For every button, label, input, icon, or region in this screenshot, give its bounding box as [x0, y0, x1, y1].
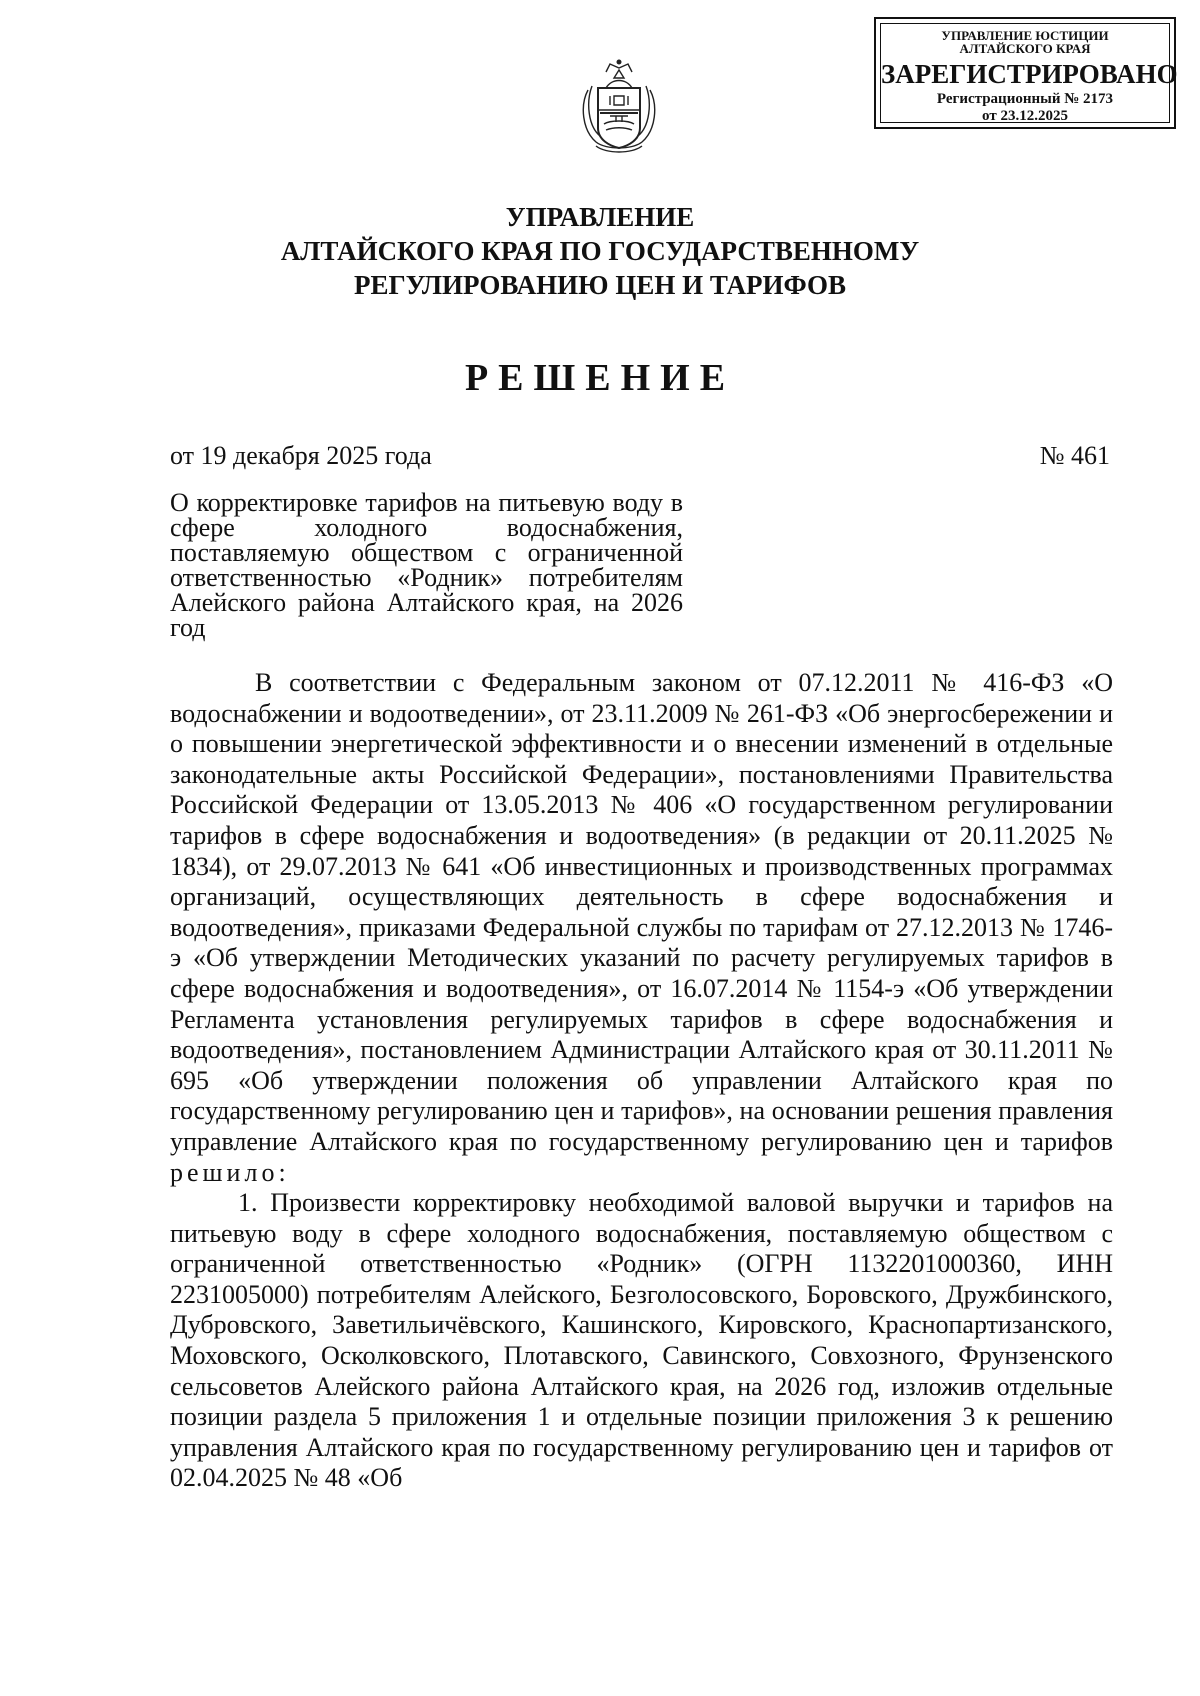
document-number: № 461 [1039, 441, 1110, 470]
item-1-paragraph: 1. Произвести корректировку необходимой валовой выручки и тарифов на питьевую воду в сфере холодного водоснабжения, поставляемую обществом с ограниченной ответственностью «Родник» (ОГРН 1132201000360, ИНН 2231005000) потребителям Алейского, Безголосовского, Боровского, Дружбинского, Дубровского, Заветильичёвского, Кашинского, Кировского, Краснопартизанского, Моховского, Осколковского, Плотавского, Савинского, Совхозного, Фрунзенского сельсоветов Алейского района Алтайского края, на 2026 год, изложив отдельные позиции раздела 5 приложения 1 и отдельные позиции приложения 3 к решению управления Алтайского края по государственному регулированию цен и тарифов от 02.04.2025 № 48 «Об [170, 1188, 1113, 1493]
document-subject: О корректировке тарифов на питьевую воду в сфере холодного водоснабжения, поставляемую обществом с ограниченной ответственностью «Родник» потребителям Алейского района Алтайского края, на 2026 год [170, 488, 683, 642]
preamble-paragraph [170, 668, 1113, 1188]
preamble-text: В соответствии с Федеральным законом от 07.12.2011 № 416-ФЗ «О водоснабжении и водоотведении», от 23.11.2009 № 261-ФЗ «Об энергосбережении и о повышении энергетической эффективности и о внесении изменений в отдельные законодательные акты Российской Федерации», постановлениями Правительства Российской Федерации от 13.05.2013 № 406 «О государственном регулировании тарифов в сфере водоснабжения и водоотведения» (в редакции от 20.11.2025 № 1834), от 29.07.2013 № 641 «Об инвестиционных и производственных программах организаций, осуществляющих деятельность в сфере водоснабжения и водоотведения», приказами Федеральной службы по тарифам от 27.12.2013 № 1746-э «Об утверждении Методических указаний по расчету регулируемых тарифов в сфере водоснабжения и водоотведения», от 16.07.2014 № 1154-э «Об утверждении Регламента установления регулируемых тарифов в сфере водоснабжения и водоотведения», постановлением Администрации Алтайского края от 30.11.2011 № 695 «Об утверждении положения об управлении Алтайского края по государственному регулированию цен и тарифов», на основании решения правления управление Алтайского края по государственному регулированию цен и тарифов [170, 668, 1113, 1156]
decided-colon: : [278, 1157, 286, 1187]
document-date: от 19 декабря 2025 года [170, 441, 432, 470]
document-body [170, 668, 1113, 1494]
agency-line3: РЕГУЛИРОВАНИЮ ЦЕН И ТАРИФОВ [353, 270, 847, 300]
agency-line2: АЛТАЙСКОГО КРАЯ ПО ГОСУДАРСТВЕННОМУ [280, 236, 920, 266]
stamp-org-line1: УПРАВЛЕНИЕ ЮСТИЦИИ [941, 28, 1109, 43]
decided-word: решило [170, 1157, 279, 1187]
altai-krai-coat-of-arms-icon [576, 50, 662, 160]
agency-name [150, 200, 1050, 302]
stamp-status: ЗАРЕГИСТРИРОВАНО [881, 59, 1178, 89]
registration-stamp [874, 17, 1176, 129]
stamp-org-line2: АЛТАЙСКОГО КРАЯ [959, 41, 1091, 56]
stamp-reg-number: Регистрационный № 2173 [936, 91, 1114, 107]
stamp-reg-date: от 23.12.2025 [982, 108, 1068, 124]
agency-line1: УПРАВЛЕНИЕ [505, 202, 695, 232]
stamp-inner-frame [880, 23, 1178, 124]
document-type-title: РЕШЕНИЕ [464, 357, 736, 399]
